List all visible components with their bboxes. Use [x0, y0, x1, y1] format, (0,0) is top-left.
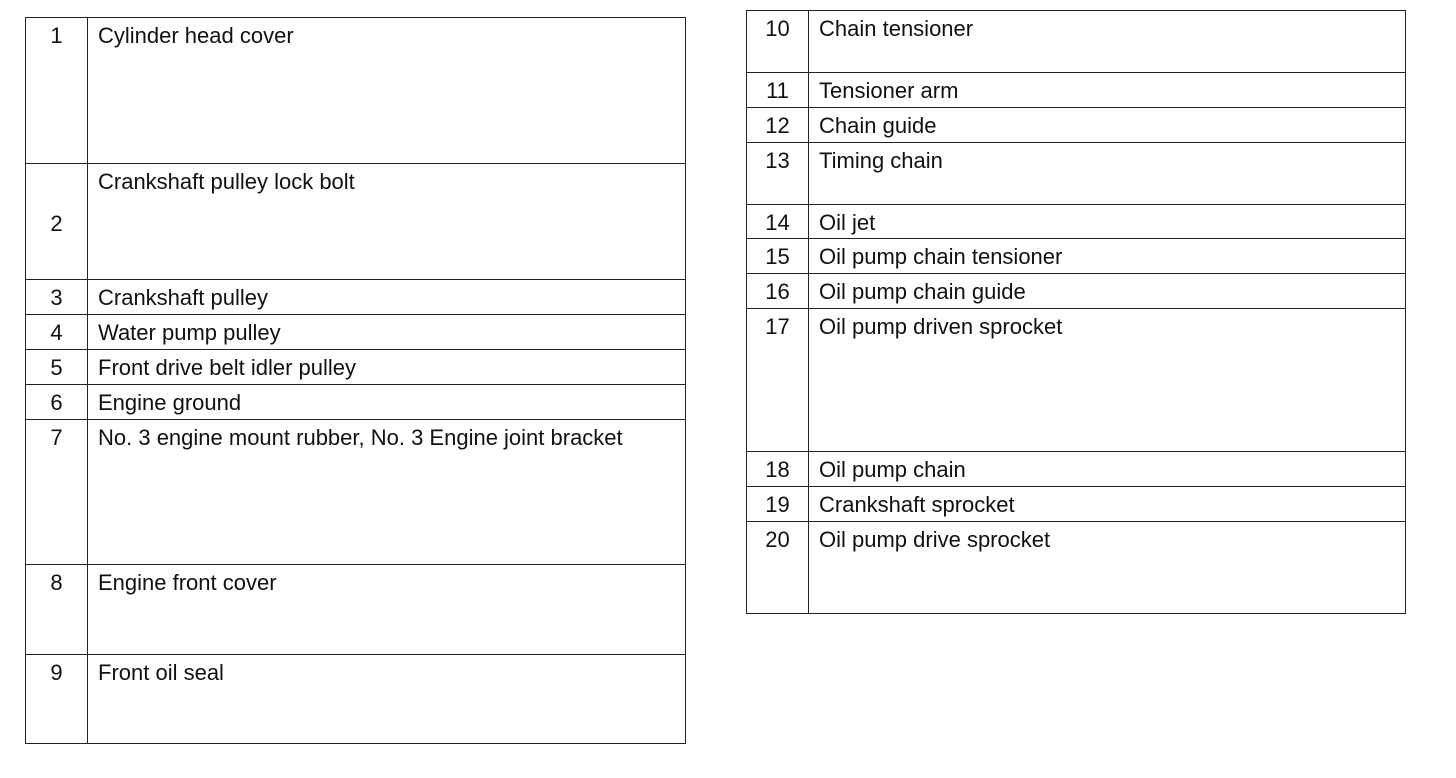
item-number: 8: [26, 565, 88, 655]
item-description: Crankshaft pulley: [88, 280, 686, 315]
item-description: Oil pump drive sprocket: [809, 522, 1406, 614]
item-description: Crankshaft sprocket: [809, 487, 1406, 522]
item-number: 13: [747, 143, 809, 205]
item-number: 4: [26, 315, 88, 350]
item-description: Engine front cover: [88, 565, 686, 655]
table-row: [26, 420, 686, 565]
parts-table-right: [746, 10, 1406, 614]
table-row: [747, 274, 1406, 309]
table-row: [747, 239, 1406, 274]
item-number: 1: [26, 18, 88, 164]
table-row: [26, 164, 686, 280]
item-description: Front oil seal: [88, 655, 686, 744]
item-description: Cylinder head cover: [88, 18, 686, 164]
table-row: [26, 280, 686, 315]
item-number: 2: [26, 164, 88, 280]
table-row: [26, 315, 686, 350]
item-number: 10: [747, 11, 809, 73]
item-description: Engine ground: [88, 385, 686, 420]
table-row: [747, 11, 1406, 73]
table-row: [26, 565, 686, 655]
item-description: Timing chain: [809, 143, 1406, 205]
item-description: Chain guide: [809, 108, 1406, 143]
table-row: [747, 309, 1406, 452]
item-description: Oil pump chain guide: [809, 274, 1406, 309]
table-row: [747, 143, 1406, 205]
item-number: 18: [747, 452, 809, 487]
item-description: No. 3 engine mount rubber, No. 3 Engine joint bracket: [88, 420, 686, 565]
item-number: 15: [747, 239, 809, 274]
item-description: Crankshaft pulley lock bolt: [88, 164, 686, 280]
item-description: Oil jet: [809, 205, 1406, 239]
item-number: 5: [26, 350, 88, 385]
table-row: [747, 487, 1406, 522]
item-description: Tensioner arm: [809, 73, 1406, 108]
item-number: 20: [747, 522, 809, 614]
item-description: Front drive belt idler pulley: [88, 350, 686, 385]
item-number: 3: [26, 280, 88, 315]
item-number: 14: [747, 205, 809, 239]
table-row: [747, 108, 1406, 143]
item-number: 11: [747, 73, 809, 108]
table-row: [747, 452, 1406, 487]
table-row: [747, 205, 1406, 239]
parts-table-left: [25, 17, 686, 744]
table-row: [26, 385, 686, 420]
item-description: Water pump pulley: [88, 315, 686, 350]
item-number: 7: [26, 420, 88, 565]
item-description: Oil pump chain: [809, 452, 1406, 487]
item-number: 6: [26, 385, 88, 420]
item-number: 12: [747, 108, 809, 143]
table-row: [747, 522, 1406, 614]
table-row: [26, 18, 686, 164]
item-description: Oil pump driven sprocket: [809, 309, 1406, 452]
table-row: [747, 73, 1406, 108]
table-row: [26, 655, 686, 744]
item-number: 16: [747, 274, 809, 309]
item-description: Oil pump chain tensioner: [809, 239, 1406, 274]
item-number: 19: [747, 487, 809, 522]
item-number: 17: [747, 309, 809, 452]
item-description: Chain tensioner: [809, 11, 1406, 73]
table-row: [26, 350, 686, 385]
item-number: 9: [26, 655, 88, 744]
